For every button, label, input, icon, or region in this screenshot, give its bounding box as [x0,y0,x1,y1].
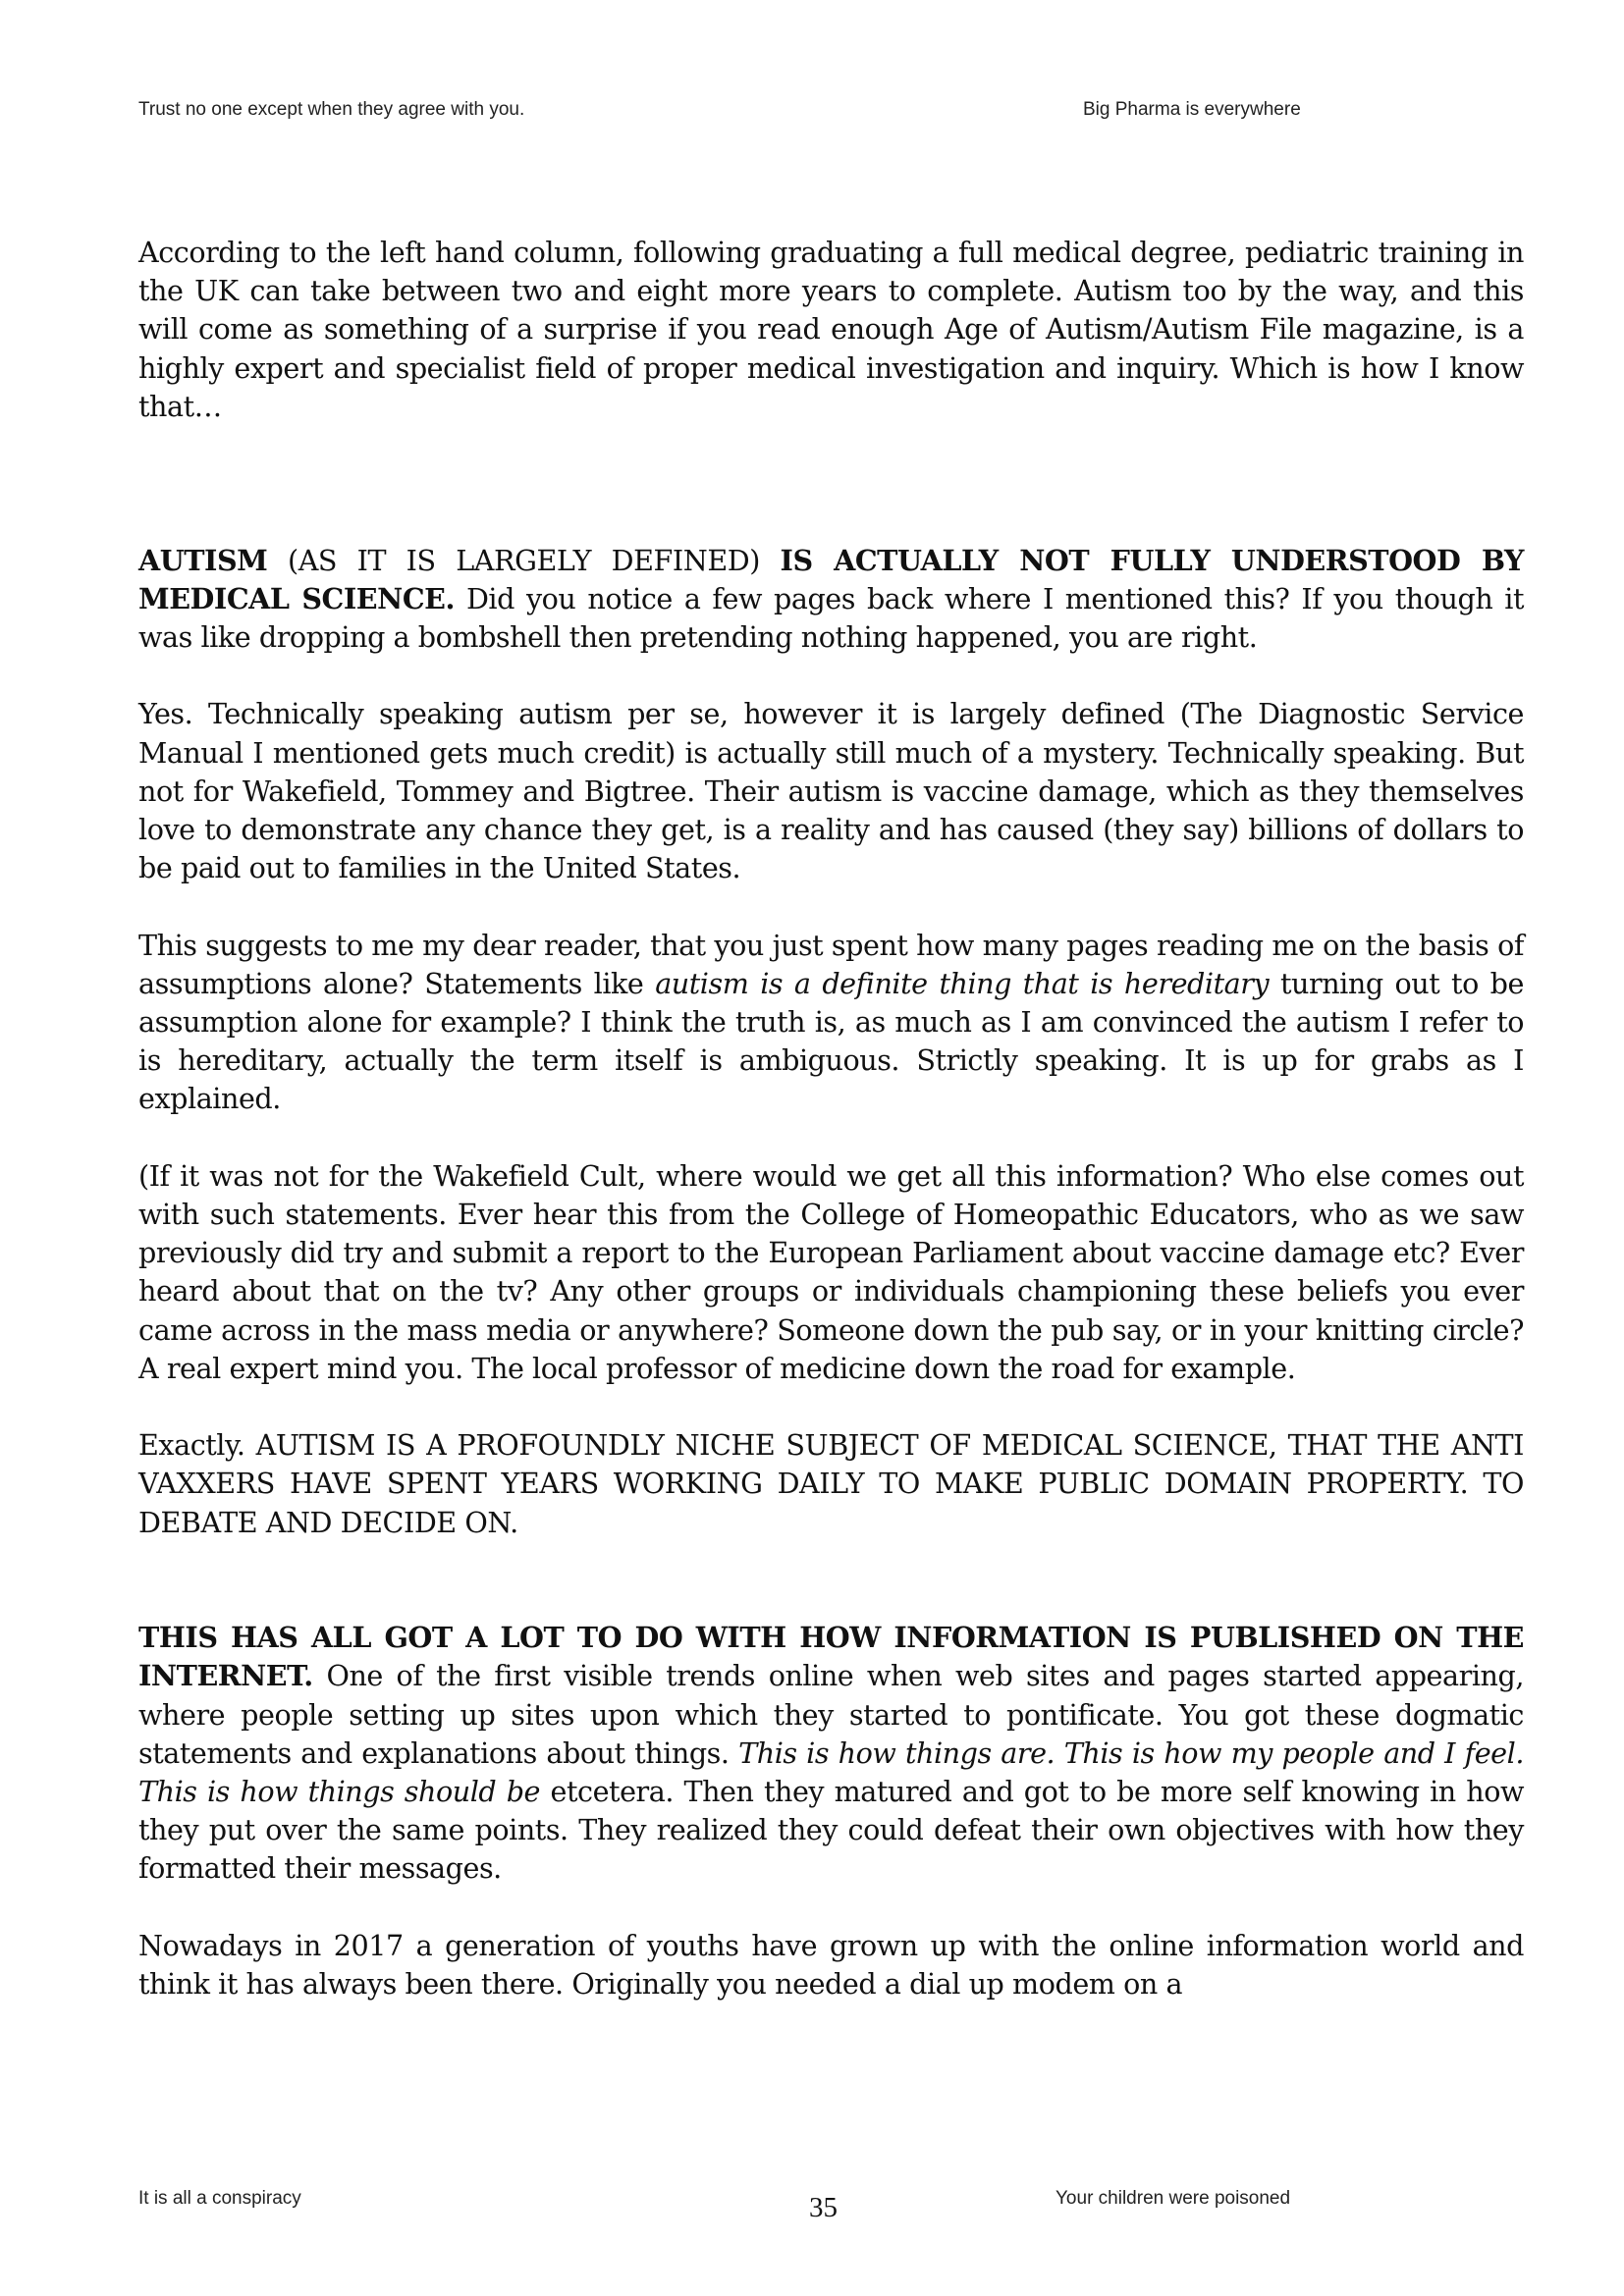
paragraph-4-text-b: turning out to be assumption alone for example? I think the truth is, as much as I am convinced the autism I refer to is hereditary, actually the term itself is ambiguous. Strictly speaking. It is up for grabs as I explained. [138,966,1524,1116]
paragraph-2-bold-heading: IS ACTUALLY NOT FULLY UNDERSTOOD BY MEDICAL SCIENCE. [138,543,1525,615]
paragraph-1: According to the left hand column, following graduating a full medical degree, pediatric training in the UK can take between two and eight more years to complete. Autism too by the way, and this will come as something of a surprise if you read enough Age of Autism/Autism File magazine, is a highly expert and specialist field of proper medical investigation and inquiry. Which is how I know that… [138,236,1524,423]
paragraph-2-text-a: (AS IT IS LARGELY DEFINED) [267,543,781,577]
running-footer-left: It is all a conspiracy [138,2188,301,2209]
paragraph-4-text-a: This suggests to me my dear reader, that you just spent how many pages reading me on the basis of assumptions alone? Statements like [138,928,1524,1000]
paragraph-3: Yes. Technically speaking autism per se, however it is largely defined (The Diagnostic Service Manual I mentioned gets much credit) is actually still much of a mystery. Technically speaking. But not for Wakefield, Tommey and Bigtree. Their autism is vaccine damage, which as they themselves love to demonstrate any chance they get, is a reality and has caused (they say) billions of dollars to be paid out to families in the United States. [138,697,1524,885]
running-header-left: Trust no one except when they agree with you. [138,99,525,120]
paragraph-2 [138,542,1524,658]
paragraph-7-text-b: etcetera. Then they matured and got to be more self knowing in how they put over the same points. They realized they could defeat their own objectives with how they formatted their messages. [138,1775,1524,1886]
running-footer-right: Your children were poisoned [1056,2188,1291,2209]
page-number: 35 [809,2192,838,2223]
paragraph-7-italic: This is how things are. This is how my people and I feel. This is how things should be [138,1735,1524,1809]
paragraph-6: Exactly. AUTISM IS A PROFOUNDLY NICHE SUBJECT OF MEDICAL SCIENCE, THAT THE ANTI VAXXERS HAVE SPENT YEARS WORKING DAILY TO MAKE PUBLIC DOMAIN PROPERTY. TO DEBATE AND DECIDE ON. [138,1428,1524,1539]
paragraph-7-bold-heading: THIS HAS ALL GOT A LOT TO DO WITH HOW INFORMATION IS PUBLISHED ON THE INTERNET. [138,1621,1524,1693]
paragraph-7-text-a: One of the first visible trends online when web sites and pages started appearing, where people setting up sites upon which they started to pontificate. You got these dogmatic statements and explanations about things. [138,1659,1524,1770]
paragraph-8: Nowadays in 2017 a generation of youths have grown up with the online information world and think it has always been there. Originally you needed a dial up modem on a [138,1928,1524,2002]
running-header-right: Big Pharma is everywhere [1083,99,1301,120]
paragraph-2-text-b: Did you notice a few pages back where I mentioned this? If you though it was like dropping a bombshell then pretending nothing happened, you are right. [138,581,1525,655]
paragraph-7 [138,1619,1524,1888]
paragraph-4-italic: autism is a definite thing that is hereditary [655,966,1270,1000]
document-body [138,234,1524,2003]
paragraph-5: (If it was not for the Wakefield Cult, where would we get all this information? Who else comes out with such statements. Ever hear this from the College of Homeopathic Educators, who as we saw previously did try and submit a report to the European Parliament about vaccine damage etc? Ever heard about that on the tv? Any other groups or individuals championing these beliefs you ever came across in the mass media or anywhere? Someone down the pub say, or in your knitting circle? A real expert mind you. The local professor of medicine down the road for example. [138,1158,1524,1385]
paragraph-4 [138,927,1524,1119]
paragraph-2-bold-lead: AUTISM [138,543,268,577]
